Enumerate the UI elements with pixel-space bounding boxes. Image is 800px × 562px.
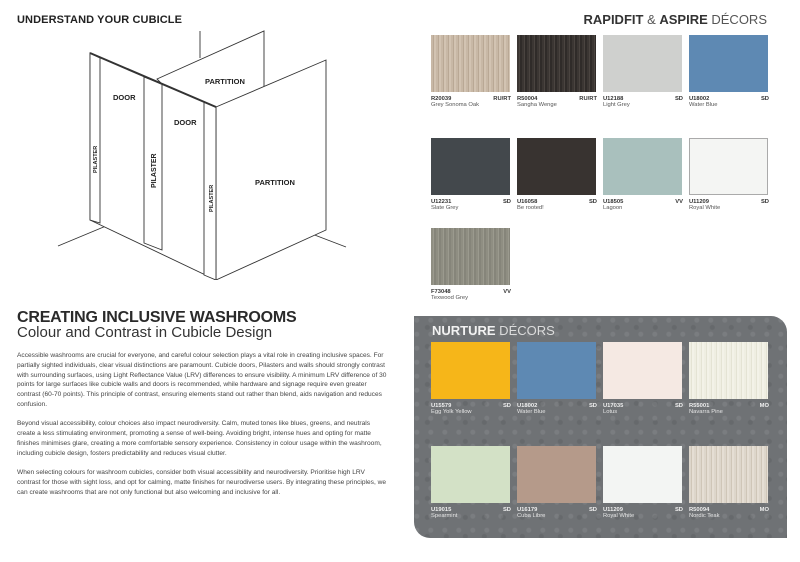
- diagram-label-partition-right: PARTITION: [255, 178, 295, 187]
- swatch-card[interactable]: [517, 138, 597, 212]
- swatch-finish: SD: [502, 507, 511, 513]
- swatch-spearmint: [431, 446, 510, 503]
- swatch-finish: RU/RT: [579, 96, 597, 102]
- diagram-label-door-1: DOOR: [113, 93, 136, 102]
- swatch-cuba-libre: [517, 446, 596, 503]
- swatch-card[interactable]: [689, 342, 769, 416]
- body-text: [17, 351, 387, 507]
- swatch-light-grey: [603, 35, 682, 92]
- swatch-card[interactable]: [689, 138, 769, 212]
- swatch-card[interactable]: [431, 228, 511, 302]
- title-decors: DÉCORS: [495, 323, 555, 338]
- swatch-sangha-wenge: [517, 35, 596, 92]
- swatch-egg-yolk-yellow: [431, 342, 510, 399]
- swatch-name: Water Blue: [517, 409, 546, 415]
- swatch-name: Grey Sonoma Oak: [431, 102, 480, 108]
- swatch-code: R50094: [689, 507, 710, 513]
- swatch-card[interactable]: [603, 446, 683, 520]
- title-decors: DÉCORS: [707, 12, 767, 27]
- swatch-name: Spearmint: [431, 513, 458, 519]
- swatch-name: Nordic Teak: [689, 513, 720, 519]
- right-page: [410, 0, 800, 562]
- swatch-code: U15579: [431, 403, 452, 409]
- swatch-code: U12231: [431, 199, 452, 205]
- title-rapidfit: RAPIDFIT: [583, 12, 644, 27]
- swatch-finish: MO: [759, 403, 769, 409]
- swatch-finish: SD: [588, 507, 597, 513]
- swatch-nordic-teak: [689, 446, 768, 503]
- swatch-card[interactable]: [517, 35, 597, 109]
- swatch-code: U11209: [603, 507, 623, 513]
- diagram-label-pilaster-1: PILASTER: [93, 145, 99, 173]
- swatch-card[interactable]: [431, 446, 511, 520]
- swatch-name: Lagoon: [603, 205, 623, 211]
- swatch-finish: RU/RT: [493, 96, 511, 102]
- paragraph-2: Beyond visual accessibility, colour choices also impact neurodiversity. Calm, muted tones like blues, greens, and neutrals create a less stimulating environment, promoting a sense of well-being. Avoiding bright, intense hues and opting for matte finishes minimises glare, creating a more comfortable sensory experience. Consistency in colour usage within the washroom, including cubicle design, fosters predictability and reduces visual clutter.: [17, 420, 382, 457]
- swatch-card[interactable]: [517, 342, 597, 416]
- swatch-code: R50004: [517, 96, 538, 102]
- swatch-navarra-pine: [689, 342, 768, 399]
- swatch-royal-white: [603, 446, 682, 503]
- swatch-finish: SD: [502, 199, 511, 205]
- cubicle-illustration: [50, 30, 350, 280]
- swatch-name: Be rooted!: [517, 205, 544, 211]
- swatch-lotus: [603, 342, 682, 399]
- swatch-card[interactable]: [431, 35, 511, 109]
- diagram-label-pilaster-3: PILASTER: [209, 184, 215, 212]
- swatch-code: U18505: [603, 199, 624, 205]
- swatch-finish: SD: [674, 96, 683, 102]
- swatch-finish: MO: [759, 507, 769, 513]
- section-title: UNDERSTAND YOUR CUBICLE: [17, 14, 183, 26]
- swatch-finish: SD: [588, 199, 597, 205]
- diagram-label-pilaster-2: PILASTER: [151, 153, 158, 188]
- sub-heading: Colour and Contrast in Cubicle Design: [17, 324, 273, 341]
- swatch-grey-sonoma-oak: [431, 35, 510, 92]
- swatch-card[interactable]: [431, 342, 511, 416]
- swatch-name: Texwood Grey: [431, 295, 469, 301]
- swatch-water-blue: [689, 35, 768, 92]
- swatch-be-rooted: [517, 138, 596, 195]
- swatch-name: Egg Yolk Yellow: [431, 409, 472, 415]
- swatch-name: Lotus: [603, 409, 618, 415]
- swatch-card[interactable]: [689, 446, 769, 520]
- title-amp: &: [643, 12, 660, 27]
- swatch-card[interactable]: [603, 138, 683, 212]
- swatch-finish: VV: [503, 289, 511, 295]
- paragraph-1: Accessible washrooms are crucial for everyone, and careful colour selection plays a vital role in creating inclusive spaces. For partially sighted individuals, clear visual distinctions are paramount. Cubicle doors, Pilasters and walls should strongly contrast with surrounding surfaces, using Light Reflectance Value (LRV) differences to ensure visibility. A minimum LRV difference of 30 points for large surfaces like cubicle walls and doors is recommended, while hardware and signage require even greater contrast (60-70 points). This principle of contrast, ensuring elements stand out rather than blend, aids navigation and reduces confusion.: [17, 352, 387, 408]
- title-aspire: ASPIRE: [659, 12, 708, 27]
- paragraph-3: When selecting colours for washroom cubicles, consider both visual accessibility and neurodiversity. Prioritise high LRV contrast for those with sight loss, and opt for calming, matte finishes for neurodiverse users. By integrating these principles, we can create washrooms that are not only functional but also welcoming and inclusive for all.: [17, 468, 387, 496]
- swatch-code: F73048: [431, 289, 451, 295]
- swatch-code: U17035: [603, 403, 624, 409]
- main-heading: CREATING INCLUSIVE WASHROOMS: [17, 309, 297, 326]
- swatch-finish: VV: [675, 199, 683, 205]
- swatch-code: U12188: [603, 96, 624, 102]
- nurture-panel: [414, 316, 787, 538]
- rapidfit-aspire-title: [584, 12, 768, 27]
- swatch-name: Water Blue: [689, 102, 718, 108]
- swatch-name: Navarra Pine: [689, 409, 723, 415]
- nurture-title: [432, 323, 555, 338]
- swatch-name: Royal White: [689, 205, 721, 211]
- swatch-name: Cuba Libre: [517, 513, 546, 519]
- swatch-finish: SD: [502, 403, 511, 409]
- swatch-finish: SD: [760, 199, 769, 205]
- swatch-slate-grey: [431, 138, 510, 195]
- swatch-texwood-grey: [431, 228, 510, 285]
- diagram-label-partition-back: PARTITION: [205, 77, 245, 86]
- swatch-card[interactable]: [517, 446, 597, 520]
- swatch-code: U16058: [517, 199, 538, 205]
- swatch-card[interactable]: [689, 35, 769, 109]
- swatch-card[interactable]: [431, 138, 511, 212]
- swatch-finish: SD: [588, 403, 597, 409]
- swatch-lagoon: [603, 138, 682, 195]
- swatch-card[interactable]: [603, 342, 683, 416]
- title-nurture: NURTURE: [432, 323, 496, 338]
- diagram-label-door-2: DOOR: [174, 118, 197, 127]
- swatch-water-blue: [517, 342, 596, 399]
- swatch-finish: SD: [674, 507, 683, 513]
- swatch-code: R20039: [431, 96, 452, 102]
- swatch-royal-white: [689, 138, 768, 195]
- swatch-finish: SD: [760, 96, 769, 102]
- swatch-card[interactable]: [603, 35, 683, 109]
- swatch-code: U19015: [431, 507, 452, 513]
- swatch-code: R55001: [689, 403, 710, 409]
- swatch-code: U11209: [689, 199, 709, 205]
- cubicle-diagram: [50, 30, 350, 280]
- swatch-name: Sangha Wenge: [517, 102, 557, 108]
- swatch-name: Royal White: [603, 513, 635, 519]
- swatch-finish: SD: [674, 403, 683, 409]
- swatch-name: Light Grey: [603, 102, 630, 108]
- swatch-name: Slate Grey: [431, 205, 459, 211]
- swatch-code: U16179: [517, 507, 538, 513]
- swatch-code: U18002: [689, 96, 710, 102]
- swatch-code: U18002: [517, 403, 538, 409]
